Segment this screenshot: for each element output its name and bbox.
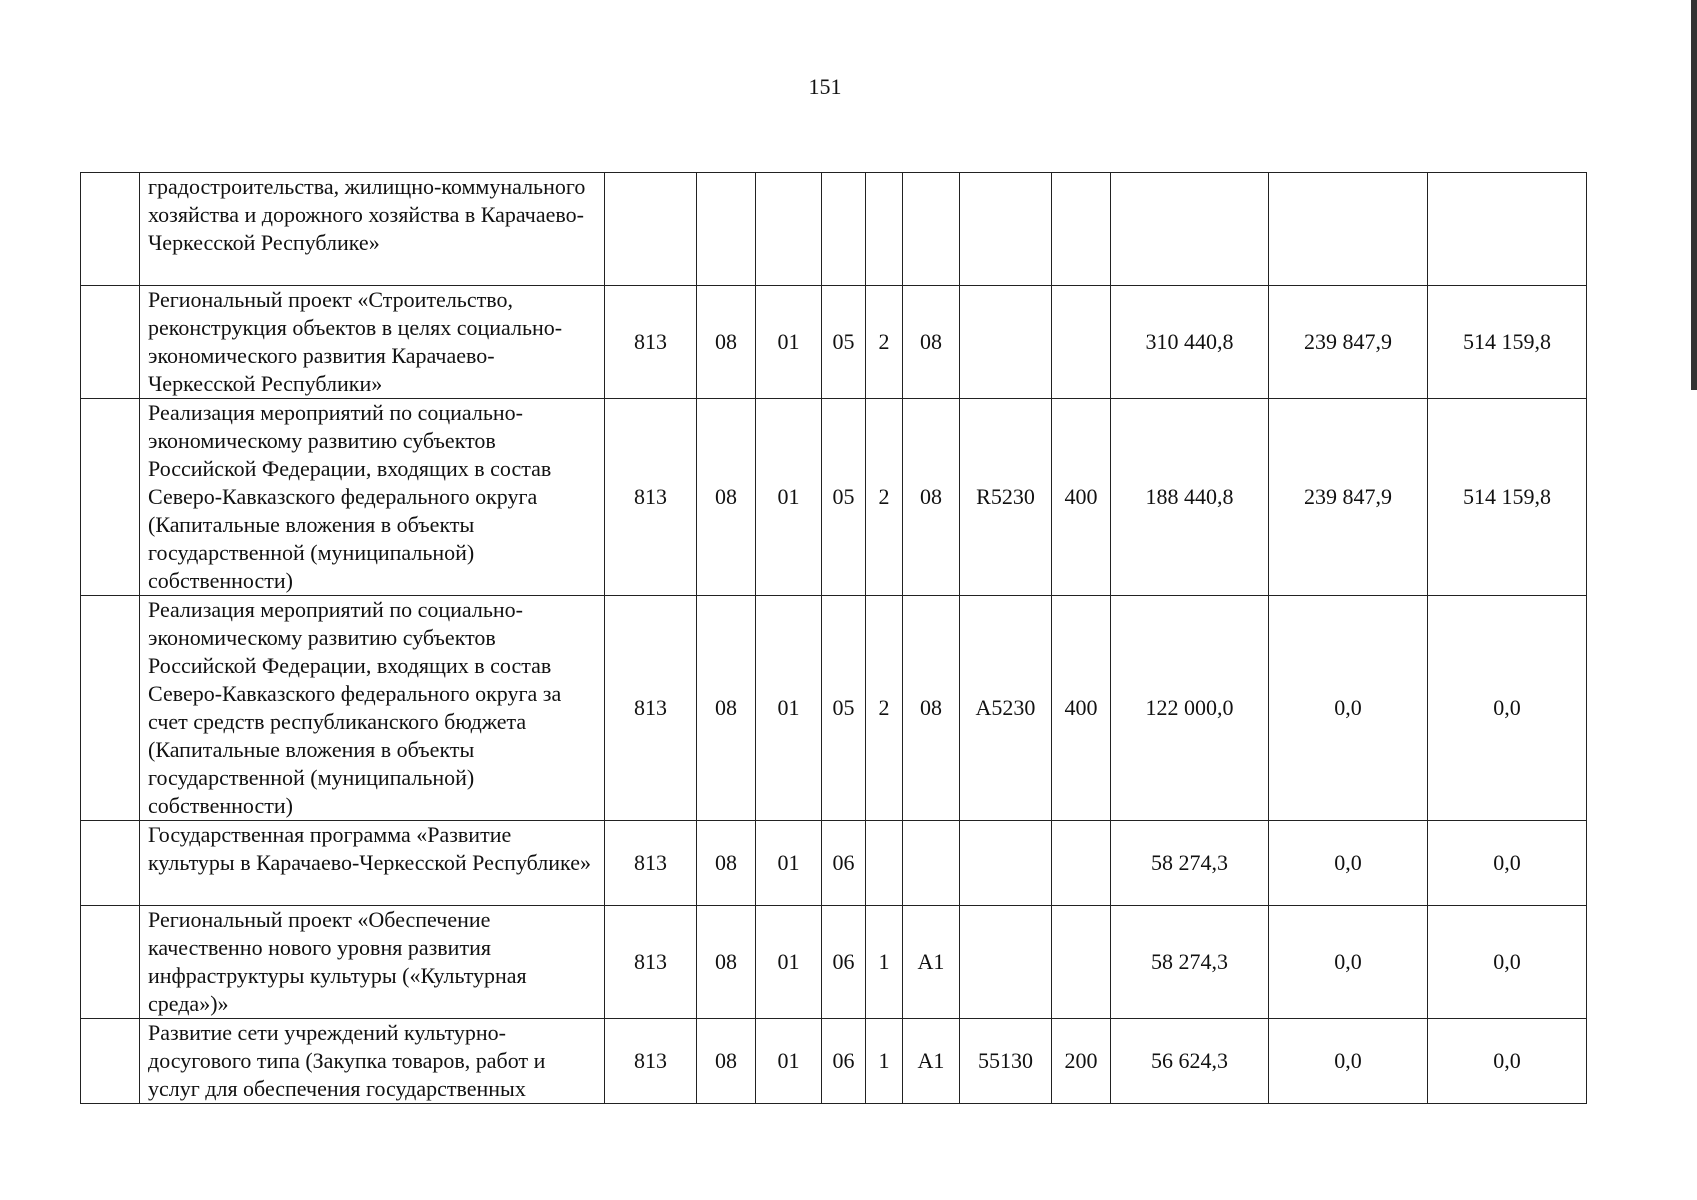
subprogram-cell: 2 — [866, 286, 903, 399]
amount-2-cell: 0,0 — [1269, 1019, 1428, 1104]
admin-code-cell: 813 — [605, 906, 697, 1019]
expense-type-cell — [1052, 906, 1111, 1019]
program-cell — [822, 173, 866, 286]
subsection-cell: 01 — [756, 286, 822, 399]
section-cell: 08 — [697, 596, 756, 821]
amount-1-cell: 188 440,8 — [1111, 399, 1269, 596]
amount-3-cell — [1428, 173, 1587, 286]
subprogram-cell: 1 — [866, 1019, 903, 1104]
amount-2-cell: 239 847,9 — [1269, 286, 1428, 399]
table-row — [81, 1019, 1587, 1104]
section-cell: 08 — [697, 821, 756, 906]
amount-1-cell: 58 274,3 — [1111, 821, 1269, 906]
program-cell: 06 — [822, 906, 866, 1019]
description-cell: Региональный проект «Строительство, реконструкция объектов в целях социально-экономического развития Карачаево-Черкесской Республики» — [140, 286, 605, 399]
description-cell: Реализация мероприятий по социально-экономическому развитию субъектов Российской Федерации, входящих в состав Северо-Кавказского федерального округа (Капитальные вложения в объекты государственной (муниципальной) собственности) — [140, 399, 605, 596]
project-cell: 08 — [903, 286, 960, 399]
table-row — [81, 399, 1587, 596]
subprogram-cell: 2 — [866, 399, 903, 596]
program-cell: 06 — [822, 821, 866, 906]
subsection-cell: 01 — [756, 399, 822, 596]
table-row — [81, 906, 1587, 1019]
expense-type-cell: 200 — [1052, 1019, 1111, 1104]
amount-1-cell: 56 624,3 — [1111, 1019, 1269, 1104]
project-cell — [903, 821, 960, 906]
amount-2-cell: 239 847,9 — [1269, 399, 1428, 596]
description-cell: Региональный проект «Обеспечение качественно нового уровня развития инфраструктуры культуры («Культурная среда»)» — [140, 906, 605, 1019]
direction-cell: А5230 — [960, 596, 1052, 821]
description-cell: градостроительства, жилищно-коммунального хозяйства и дорожного хозяйства в Карачаево-Черкесской Республике» — [140, 173, 605, 286]
amount-3-cell: 0,0 — [1428, 1019, 1587, 1104]
table-row — [81, 173, 1587, 286]
table-row — [81, 821, 1587, 906]
direction-cell: R5230 — [960, 399, 1052, 596]
amount-2-cell: 0,0 — [1269, 821, 1428, 906]
project-cell — [903, 173, 960, 286]
row-index-cell — [81, 286, 140, 399]
program-cell: 06 — [822, 1019, 866, 1104]
admin-code-cell — [605, 173, 697, 286]
expense-type-cell — [1052, 286, 1111, 399]
amount-2-cell — [1269, 173, 1428, 286]
row-index-cell — [81, 1019, 140, 1104]
subsection-cell: 01 — [756, 906, 822, 1019]
subsection-cell: 01 — [756, 821, 822, 906]
description-cell: Развитие сети учреждений культурно-досугового типа (Закупка товаров, работ и услуг для обеспечения государственных — [140, 1019, 605, 1104]
amount-3-cell: 0,0 — [1428, 596, 1587, 821]
direction-cell — [960, 286, 1052, 399]
amount-3-cell: 514 159,8 — [1428, 399, 1587, 596]
row-index-cell — [81, 399, 140, 596]
program-cell: 05 — [822, 596, 866, 821]
direction-cell — [960, 821, 1052, 906]
admin-code-cell: 813 — [605, 821, 697, 906]
section-cell: 08 — [697, 1019, 756, 1104]
subprogram-cell — [866, 173, 903, 286]
subsection-cell — [756, 173, 822, 286]
subsection-cell: 01 — [756, 1019, 822, 1104]
program-cell: 05 — [822, 399, 866, 596]
program-cell: 05 — [822, 286, 866, 399]
section-cell — [697, 173, 756, 286]
amount-1-cell: 122 000,0 — [1111, 596, 1269, 821]
amount-1-cell: 310 440,8 — [1111, 286, 1269, 399]
budget-table — [80, 172, 1587, 1104]
project-cell: 08 — [903, 399, 960, 596]
table-row — [81, 596, 1587, 821]
project-cell: А1 — [903, 906, 960, 1019]
subprogram-cell: 2 — [866, 596, 903, 821]
row-index-cell — [81, 906, 140, 1019]
project-cell: 08 — [903, 596, 960, 821]
description-cell: Реализация мероприятий по социально-экономическому развитию субъектов Российской Федерации, входящих в состав Северо-Кавказского федерального округа за счет средств республиканского бюджета (Капитальные вложения в объекты государственной (муниципальной) собственности) — [140, 596, 605, 821]
row-index-cell — [81, 596, 140, 821]
admin-code-cell: 813 — [605, 399, 697, 596]
scan-edge-shadow — [1691, 0, 1697, 390]
description-cell: Государственная программа «Развитие культуры в Карачаево-Черкесской Республике» — [140, 821, 605, 906]
direction-cell — [960, 173, 1052, 286]
row-index-cell — [81, 821, 140, 906]
section-cell: 08 — [697, 286, 756, 399]
project-cell: А1 — [903, 1019, 960, 1104]
admin-code-cell: 813 — [605, 596, 697, 821]
subprogram-cell — [866, 821, 903, 906]
subsection-cell: 01 — [756, 596, 822, 821]
expense-type-cell: 400 — [1052, 596, 1111, 821]
section-cell: 08 — [697, 906, 756, 1019]
admin-code-cell: 813 — [605, 1019, 697, 1104]
expense-type-cell — [1052, 173, 1111, 286]
expense-type-cell: 400 — [1052, 399, 1111, 596]
table-row — [81, 286, 1587, 399]
amount-1-cell: 58 274,3 — [1111, 906, 1269, 1019]
amount-2-cell: 0,0 — [1269, 906, 1428, 1019]
page-number: 151 — [808, 74, 842, 99]
amount-3-cell: 0,0 — [1428, 821, 1587, 906]
amount-3-cell: 0,0 — [1428, 906, 1587, 1019]
amount-3-cell: 514 159,8 — [1428, 286, 1587, 399]
direction-cell — [960, 906, 1052, 1019]
amount-1-cell — [1111, 173, 1269, 286]
expense-type-cell — [1052, 821, 1111, 906]
subprogram-cell: 1 — [866, 906, 903, 1019]
section-cell: 08 — [697, 399, 756, 596]
amount-2-cell: 0,0 — [1269, 596, 1428, 821]
admin-code-cell: 813 — [605, 286, 697, 399]
row-index-cell — [81, 173, 140, 286]
direction-cell: 55130 — [960, 1019, 1052, 1104]
